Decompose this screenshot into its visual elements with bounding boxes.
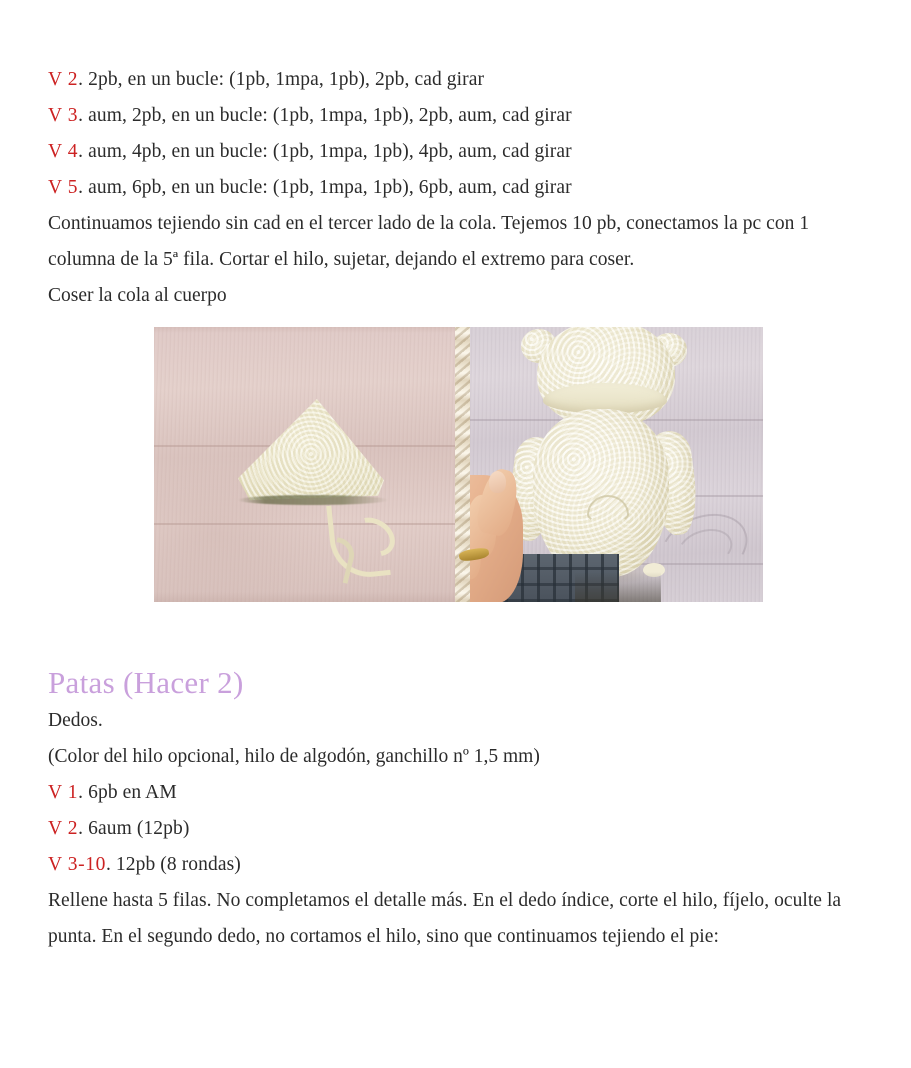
row-marker: V 3: [48, 105, 79, 126]
pattern-row: [48, 134, 863, 170]
row-dot: .: [78, 69, 84, 90]
spacer: [48, 602, 863, 663]
row-dot: .: [78, 105, 84, 126]
plank-seam: [154, 523, 455, 525]
pattern-row: [48, 811, 863, 847]
fingernail: [489, 471, 506, 493]
legs-subtitle: Dedos.: [48, 710, 103, 731]
row-dot: .: [78, 818, 84, 839]
row-marker: V 4: [48, 141, 79, 162]
row-text: 2pb, en un bucle: (1pb, 1mpa, 1pb), 2pb, cad girar: [88, 69, 485, 90]
row-text: 6pb en AM: [88, 782, 177, 803]
row-dot: .: [78, 141, 84, 162]
row-text: aum, 6pb, en un bucle: (1pb, 1mpa, 1pb), 6pb, aum, cad girar: [88, 177, 572, 198]
row-text: aum, 2pb, en un bucle: (1pb, 1mpa, 1pb), 2pb, aum, cad girar: [88, 105, 572, 126]
row-dot: .: [105, 854, 111, 875]
row-text: 12pb (8 rondas): [115, 854, 241, 875]
legs-materials: (Color del hilo opcional, hilo de algodón, ganchillo nº 1,5 mm): [48, 746, 540, 767]
photo-tail-piece: [154, 327, 455, 602]
section-heading-sub: (Hacer 2): [123, 665, 244, 700]
plaid-shadow: [575, 572, 661, 602]
row-marker: V 3-10: [48, 854, 106, 875]
document-content: [48, 62, 863, 955]
photo-collage: [154, 327, 763, 602]
pattern-row: [48, 847, 863, 883]
tail-paragraph: Continuamos tejiendo sin cad en el tercer lado de la cola. Tejemos 10 pb, conectamos la pc con 1 columna de la 5ª fila. Cortar el hilo, sujetar, dejando el extremo para coser.: [48, 213, 810, 270]
row-dot: .: [78, 782, 84, 803]
legs-paragraph: Rellene hasta 5 filas. No completamos el detalle más. En el dedo índice, corte el hilo, fíjelo, oculte la punta. En el segundo dedo, no cortamos el hilo, sino que continuamos tejiendo el pie:: [48, 890, 842, 947]
pattern-row: [48, 775, 863, 811]
photo-bear-back: [455, 327, 763, 602]
tail-instruction: Coser la cola al cuerpo: [48, 285, 227, 306]
row-marker: V 2: [48, 818, 79, 839]
section-heading-main: Patas: [48, 665, 115, 700]
spacer: [48, 314, 863, 327]
row-text: aum, 4pb, en un bucle: (1pb, 1mpa, 1pb), 4pb, aum, cad girar: [88, 141, 572, 162]
row-marker: V 2: [48, 69, 79, 90]
pattern-row: [48, 98, 863, 134]
bear-body: [533, 409, 669, 577]
row-marker: V 5: [48, 177, 79, 198]
row-text: 6aum (12pb): [88, 818, 190, 839]
row-marker: V 1: [48, 782, 79, 803]
pattern-row: [48, 170, 863, 206]
row-dot: .: [78, 177, 84, 198]
pattern-row: [48, 62, 863, 98]
page-title: [48, 663, 863, 703]
